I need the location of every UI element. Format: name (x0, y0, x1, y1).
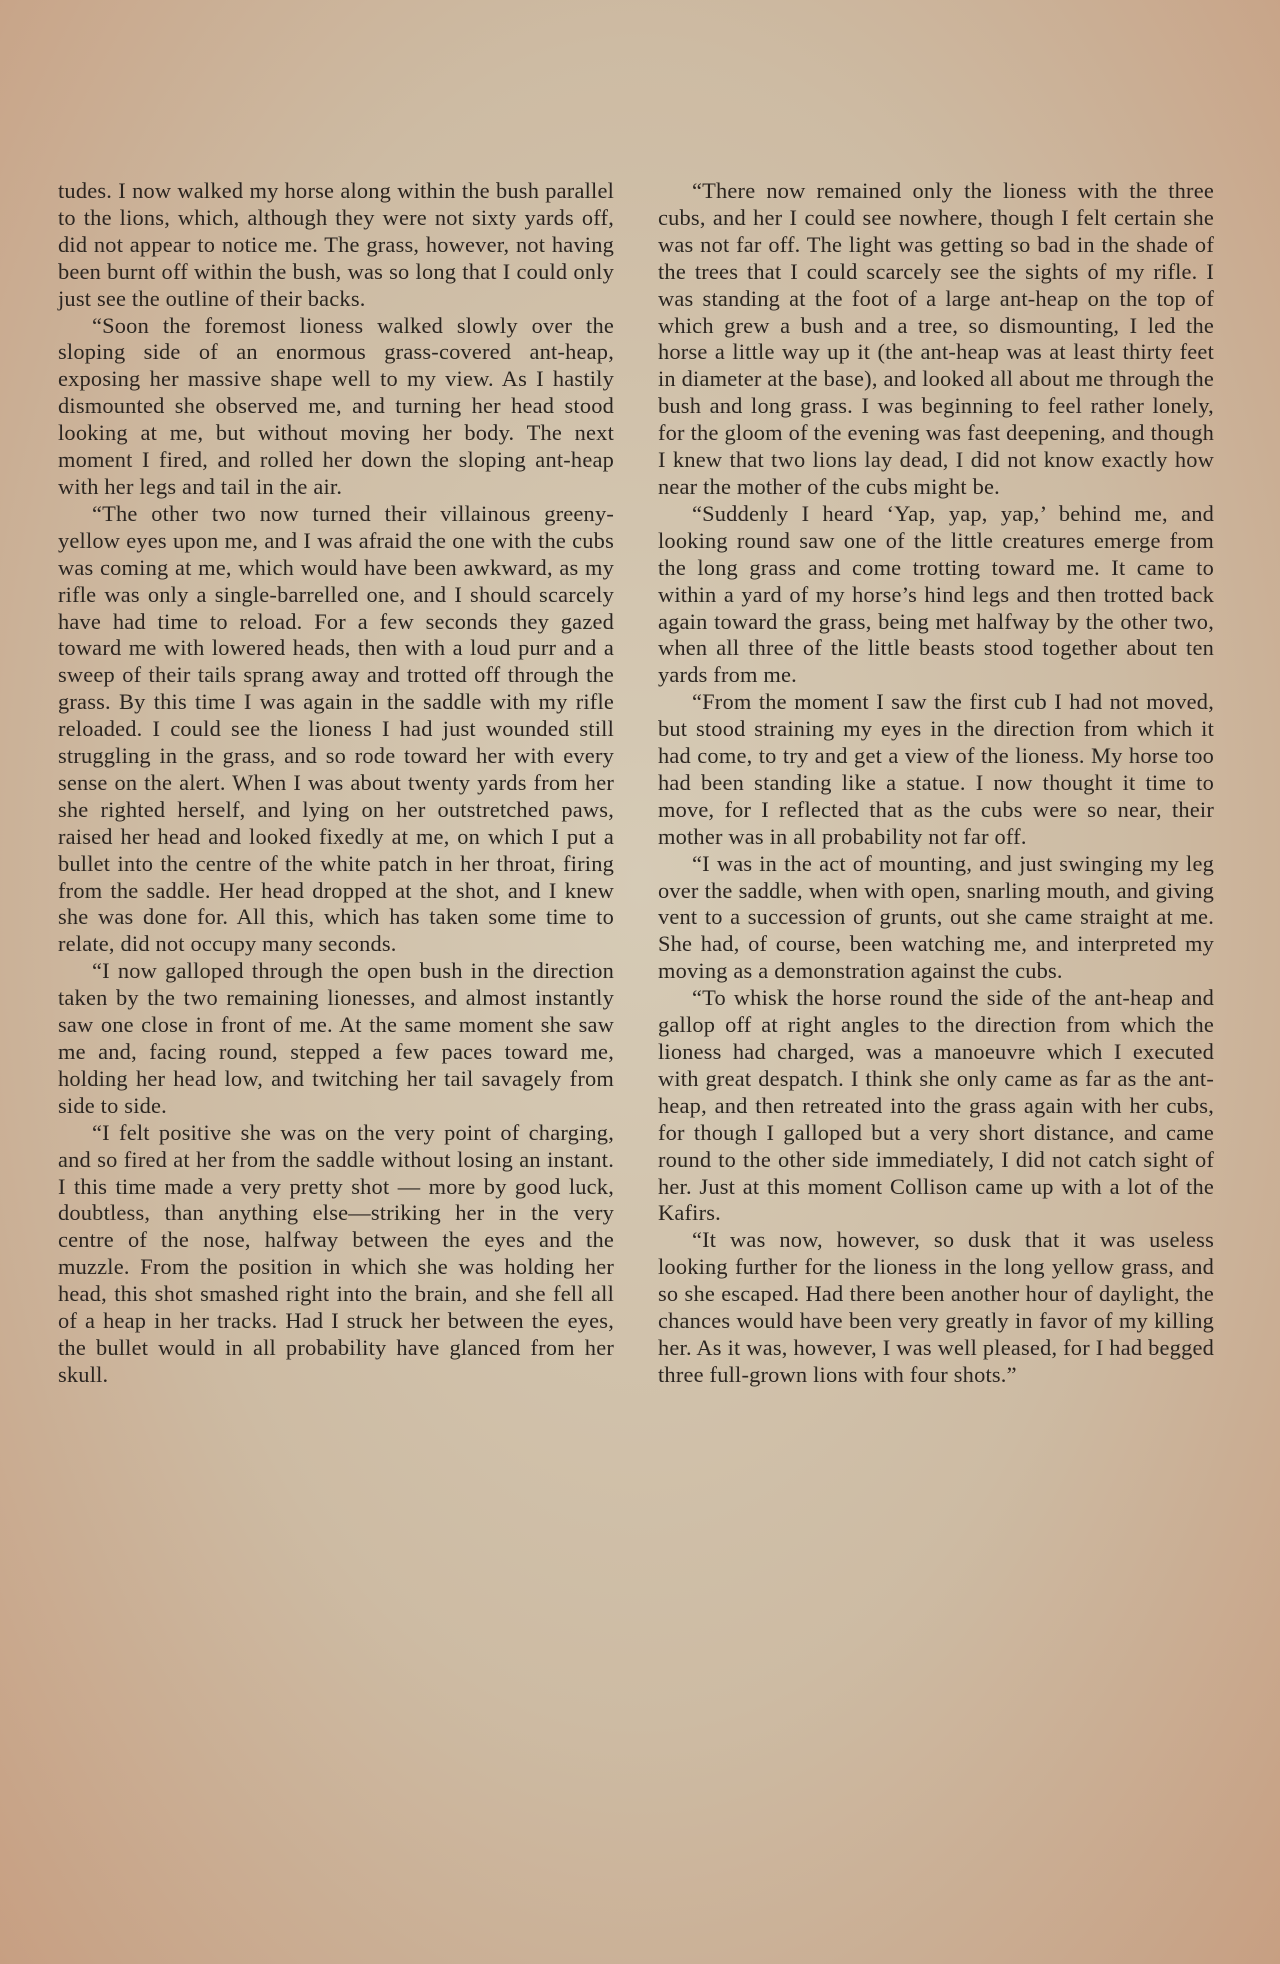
paragraph: “Suddenly I heard ‘Yap, yap, yap,’ behind me, and looking round saw one of the little creatures emerge from the long grass and come trotting toward me. It came to within a yard of my horse’s hind legs and then trotted back again toward the grass, being met halfway by the other two, when all three of the little beasts stood together about ten yards from me. (658, 500, 1214, 688)
paragraph: “There now remained only the lioness with the three cubs, and her I could see nowhere, though I felt certain she was not far off. The light was getting so bad in the shade of the trees that I could scarcely see the sights of my rifle. I was standing at the foot of a large ant-heap on the top of which grew a bush and a tree, so dismounting, I led the horse a little way up it (the ant-heap was at least thirty feet in diameter at the base), and looked all about me through the bush and long grass. I was beginning to feel rather lonely, for the gloom of the evening was fast deepening, and though I knew that two lions lay dead, I did not know exactly how near the mother of the cubs might be. (658, 178, 1214, 499)
left-column (58, 178, 614, 1389)
paragraph: “I now galloped through the open bush in the direction taken by the two remaining lionesses, and almost instantly saw one close in front of me. At the same moment she saw me and, facing round, stepped a few paces toward me, holding her head low, and twitching her tail savagely from side to side. (58, 958, 614, 1118)
paragraph: “Soon the foremost lioness walked slowly over the sloping side of an enormous grass-covered ant-heap, exposing her massive shape well to my view. As I hastily dismounted she observed me, and turning her head stood looking at me, but without moving her body. The next moment I fired, and rolled her down the sloping ant-heap with her legs and tail in the air. (58, 312, 614, 499)
paragraph: “I felt positive she was on the very point of charging, and so fired at her from the saddle without losing an instant. I this time made a very pretty shot — more by good luck, doubtless, than anything else—striking her in the very centre of the nose, halfway between the eyes and the muzzle. From the position in which she was holding her head, this shot smashed right into the brain, and she fell all of a heap in her tracks. Had I struck her between the eyes, the bullet would in all probability have glanced from her skull. (58, 1119, 614, 1387)
paragraph: “To whisk the horse round the side of the ant-heap and gallop off at right angles to the direction from which the lioness had charged, was a manoeuvre which I executed with great despatch. I think she only came as far as the ant-heap, and then retreated into the grass again with her cubs, for though I galloped but a very short distance, and came round to the other side immediately, I did not catch sight of her. Just at this moment Collison came up with a lot of the Kafirs. (658, 985, 1214, 1226)
right-column (658, 178, 1214, 1389)
paragraph: “I was in the act of mounting, and just swinging my leg over the saddle, when with open, snarling mouth, and giving vent to a succession of grunts, out she came straight at me. She had, of course, been watching me, and interpreted my moving as a demonstration against the cubs. (658, 850, 1214, 984)
paragraph: “The other two now turned their villainous greeny-yellow eyes upon me, and I was afraid the one with the cubs was coming at me, which would have been awkward, as my rifle was only a single-barrelled one, and I should scarcely have had time to reload. For a few seconds they gazed toward me with lowered heads, then with a loud purr and a sweep of their tails sprang away and trotted off through the grass. By this time I was again in the saddle with my rifle reloaded. I could see the lioness I had just wounded still struggling in the grass, and so rode toward her with every sense on the alert. When I was about twenty yards from her she righted herself, and lying on her outstretched paws, raised her head and looked fixedly at me, on which I put a bullet into the centre of the white patch in her throat, firing from the saddle. Her head dropped at the shot, and I knew she was done for. All this, which has taken some time to relate, did not occupy many seconds. (58, 500, 614, 957)
paragraph: tudes. I now walked my horse along within the bush parallel to the lions, which, although they were not sixty yards off, did not appear to notice me. The grass, however, not having been burnt off within the bush, was so long that I could only just see the outline of their backs. (58, 178, 614, 311)
paragraph: “From the moment I saw the first cub I had not moved, but stood straining my eyes in the direction from which it had come, to try and get a view of the lioness. My horse too had been standing like a statue. I now thought it time to move, for I reflected that as the cubs were so near, their mother was in all probability not far off. (658, 689, 1214, 849)
paragraph: “It was now, however, so dusk that it was useless looking further for the lioness in the long yellow grass, and so she escaped. Had there been another hour of daylight, the chances would have been very greatly in favor of my killing her. As it was, however, I was well pleased, for I had begged three full-grown lions with four shots.” (658, 1227, 1214, 1387)
